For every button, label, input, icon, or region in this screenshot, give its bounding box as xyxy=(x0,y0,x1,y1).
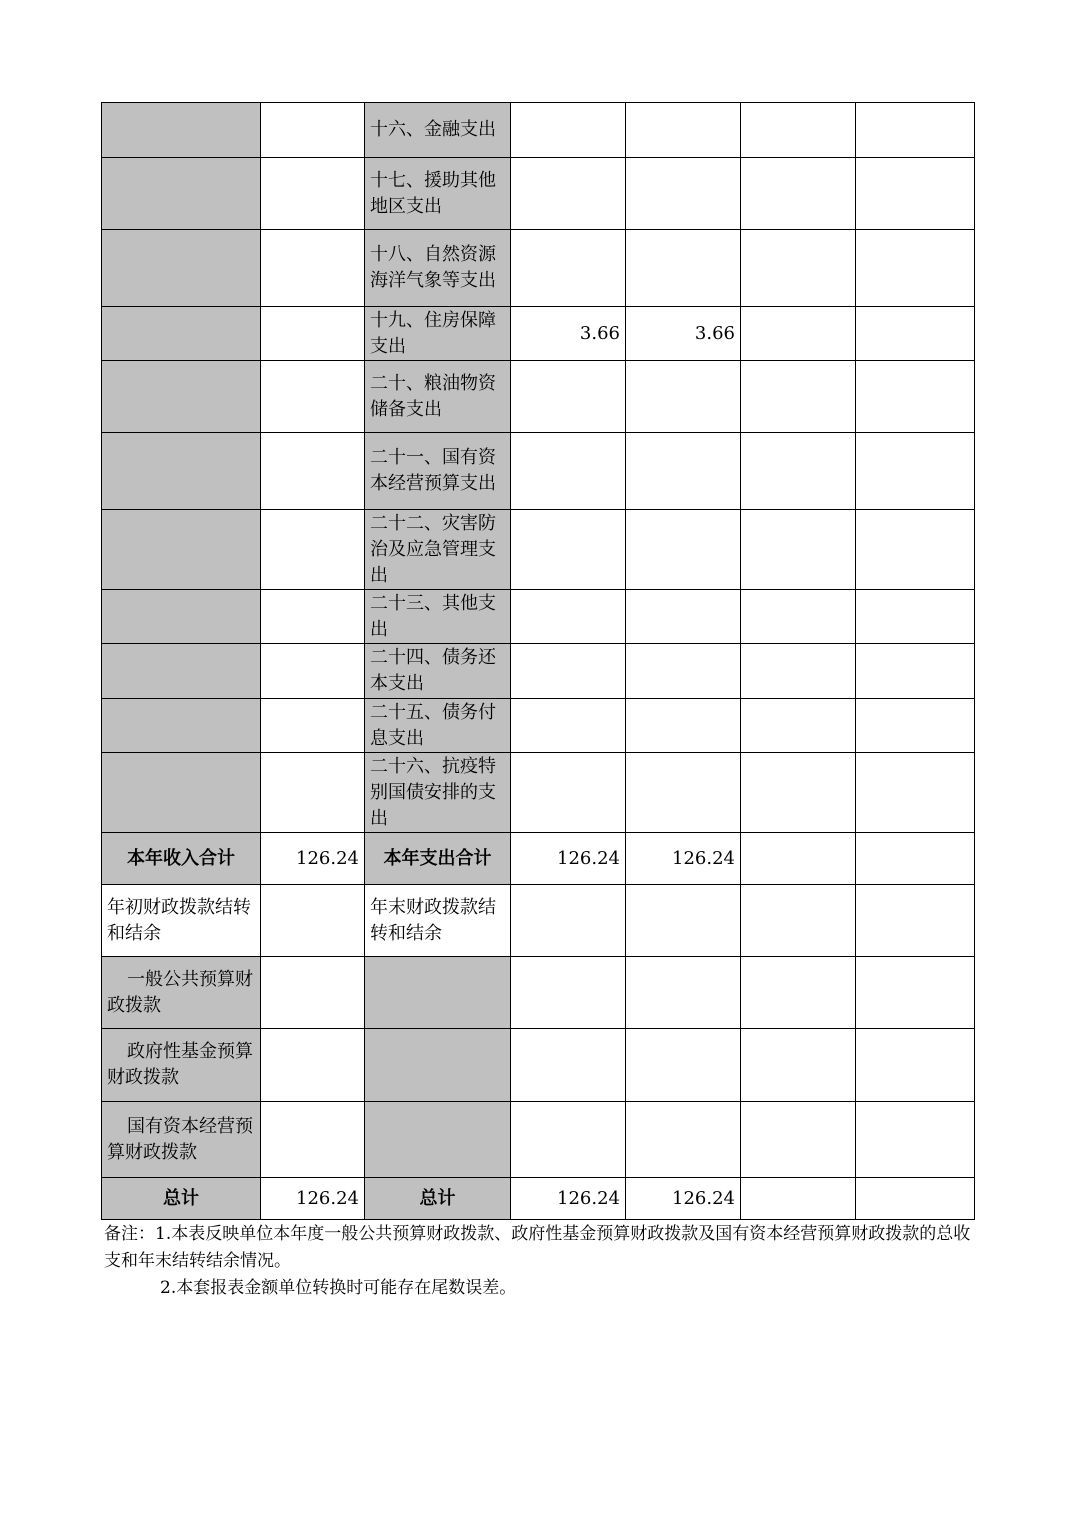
carry-sub-expense-cell xyxy=(365,957,511,1029)
carry-sub-row xyxy=(102,1102,975,1178)
general-budget-cell: 3.66 xyxy=(626,307,741,361)
carry-sub-expense-cell xyxy=(365,1102,511,1178)
carry-over-row xyxy=(102,885,975,957)
state-capital-cell xyxy=(856,230,975,307)
state-capital-cell xyxy=(856,158,975,230)
expense-item-label: 二十一、国有资本经营预算支出 xyxy=(365,433,511,510)
gov-fund-cell xyxy=(741,307,856,361)
general-budget-total-value: 126.24 xyxy=(626,1178,741,1220)
general-budget-cell xyxy=(626,103,741,158)
note-line-2: 2.本套报表金额单位转换时可能存在尾数误差。 xyxy=(160,1278,517,1298)
gov-fund-cell xyxy=(741,699,856,753)
income-item-cell xyxy=(102,510,261,590)
gov-fund-cell xyxy=(741,230,856,307)
expense-total-cell: 3.66 xyxy=(511,307,626,361)
expense-total-cell xyxy=(511,590,626,644)
year-total-row xyxy=(102,833,975,885)
carry-out-value xyxy=(511,885,626,957)
grand-total-row xyxy=(102,1178,975,1220)
gov-fund-cell xyxy=(741,158,856,230)
income-item-cell xyxy=(102,103,261,158)
state-capital-cell xyxy=(856,699,975,753)
table-row xyxy=(102,590,975,644)
carry-sub-value xyxy=(856,1029,975,1102)
gov-fund-cell xyxy=(741,361,856,433)
table-row xyxy=(102,307,975,361)
expense-item-label: 二十六、抗疫特别国债安排的支出 xyxy=(365,753,511,833)
general-budget-cell xyxy=(626,433,741,510)
income-amount-cell xyxy=(261,158,365,230)
expense-total-cell xyxy=(511,510,626,590)
state-capital-cell xyxy=(856,433,975,510)
expense-total-cell xyxy=(511,699,626,753)
general-budget-total-value: 126.24 xyxy=(626,833,741,885)
income-amount-cell xyxy=(261,644,365,699)
carry-sub-value xyxy=(741,1029,856,1102)
table-row xyxy=(102,433,975,510)
gov-fund-cell xyxy=(741,644,856,699)
expense-total-cell xyxy=(511,433,626,510)
carry-sub-value xyxy=(626,957,741,1029)
expense-total-cell xyxy=(511,230,626,307)
general-budget-cell xyxy=(626,753,741,833)
state-capital-total-value xyxy=(856,1178,975,1220)
general-budget-cell xyxy=(626,158,741,230)
carry-out-label: 年末财政拨款结转和结余 xyxy=(365,885,511,957)
gov-fund-total-value xyxy=(741,833,856,885)
table-row xyxy=(102,230,975,307)
carry-in-value xyxy=(261,885,365,957)
expense-item-label: 十九、住房保障支出 xyxy=(365,307,511,361)
carry-out-value xyxy=(626,885,741,957)
carry-sub-value xyxy=(856,957,975,1029)
carry-sub-value xyxy=(511,957,626,1029)
carry-sub-label: 一般公共预算财政拨款 xyxy=(102,957,261,1029)
general-budget-cell xyxy=(626,699,741,753)
income-amount-cell xyxy=(261,433,365,510)
general-budget-cell xyxy=(626,361,741,433)
income-amount-cell xyxy=(261,307,365,361)
income-total-value: 126.24 xyxy=(261,833,365,885)
expense-item-label: 二十三、其他支出 xyxy=(365,590,511,644)
expense-total-value: 126.24 xyxy=(511,1178,626,1220)
income-item-cell xyxy=(102,230,261,307)
expense-total-cell xyxy=(511,361,626,433)
table-row xyxy=(102,753,975,833)
gov-fund-cell xyxy=(741,753,856,833)
state-capital-cell xyxy=(856,307,975,361)
income-item-cell xyxy=(102,699,261,753)
expense-total-label: 总计 xyxy=(365,1178,511,1220)
expense-item-label: 十七、援助其他地区支出 xyxy=(365,158,511,230)
gov-fund-cell xyxy=(741,510,856,590)
carry-sub-value xyxy=(741,1102,856,1178)
fiscal-budget-table xyxy=(101,102,975,1220)
carry-out-value xyxy=(856,885,975,957)
expense-total-cell xyxy=(511,103,626,158)
income-total-label: 本年收入合计 xyxy=(102,833,261,885)
carry-out-value xyxy=(741,885,856,957)
state-capital-cell xyxy=(856,753,975,833)
carry-sub-value xyxy=(261,1102,365,1178)
income-item-cell xyxy=(102,433,261,510)
note-line-1: 备注：1.本表反映单位本年度一般公共预算财政拨款、政府性基金预算财政拨款及国有资本经营预算财政拨款的总收支和年末结转结余情况。 xyxy=(104,1224,971,1271)
expense-total-cell xyxy=(511,158,626,230)
carry-sub-value xyxy=(626,1029,741,1102)
gov-fund-cell xyxy=(741,103,856,158)
general-budget-cell xyxy=(626,644,741,699)
carry-sub-expense-cell xyxy=(365,1029,511,1102)
income-amount-cell xyxy=(261,590,365,644)
table-row xyxy=(102,361,975,433)
state-capital-cell xyxy=(856,510,975,590)
income-item-cell xyxy=(102,361,261,433)
expense-total-value: 126.24 xyxy=(511,833,626,885)
carry-sub-label: 政府性基金预算财政拨款 xyxy=(102,1029,261,1102)
carry-sub-value xyxy=(511,1102,626,1178)
expense-item-label: 十六、金融支出 xyxy=(365,103,511,158)
expense-total-cell xyxy=(511,644,626,699)
expense-item-label: 二十四、债务还本支出 xyxy=(365,644,511,699)
income-item-cell xyxy=(102,753,261,833)
state-capital-cell xyxy=(856,644,975,699)
table-row xyxy=(102,699,975,753)
table-row xyxy=(102,158,975,230)
state-capital-cell xyxy=(856,590,975,644)
income-amount-cell xyxy=(261,753,365,833)
state-capital-cell xyxy=(856,361,975,433)
income-item-cell xyxy=(102,158,261,230)
carry-sub-value xyxy=(511,1029,626,1102)
carry-sub-value xyxy=(856,1102,975,1178)
expense-total-label: 本年支出合计 xyxy=(365,833,511,885)
income-amount-cell xyxy=(261,361,365,433)
carry-in-label: 年初财政拨款结转和结余 xyxy=(102,885,261,957)
carry-sub-row xyxy=(102,1029,975,1102)
income-amount-cell xyxy=(261,230,365,307)
gov-fund-cell xyxy=(741,433,856,510)
income-total-label: 总计 xyxy=(102,1178,261,1220)
general-budget-cell xyxy=(626,590,741,644)
carry-sub-label: 国有资本经营预算财政拨款 xyxy=(102,1102,261,1178)
gov-fund-total-value xyxy=(741,1178,856,1220)
general-budget-cell xyxy=(626,510,741,590)
table-notes xyxy=(104,1221,976,1302)
income-amount-cell xyxy=(261,699,365,753)
carry-sub-value xyxy=(741,957,856,1029)
gov-fund-cell xyxy=(741,590,856,644)
table-row xyxy=(102,644,975,699)
income-total-value: 126.24 xyxy=(261,1178,365,1220)
state-capital-cell xyxy=(856,103,975,158)
income-item-cell xyxy=(102,307,261,361)
income-amount-cell xyxy=(261,103,365,158)
table-row xyxy=(102,103,975,158)
general-budget-cell xyxy=(626,230,741,307)
income-item-cell xyxy=(102,644,261,699)
carry-sub-value xyxy=(261,957,365,1029)
carry-sub-value xyxy=(626,1102,741,1178)
expense-item-label: 二十五、债务付息支出 xyxy=(365,699,511,753)
income-amount-cell xyxy=(261,510,365,590)
carry-sub-value xyxy=(261,1029,365,1102)
expense-item-label: 二十二、灾害防治及应急管理支出 xyxy=(365,510,511,590)
carry-sub-row xyxy=(102,957,975,1029)
expense-item-label: 十八、自然资源海洋气象等支出 xyxy=(365,230,511,307)
expense-total-cell xyxy=(511,753,626,833)
table-row xyxy=(102,510,975,590)
income-item-cell xyxy=(102,590,261,644)
state-capital-total-value xyxy=(856,833,975,885)
expense-item-label: 二十、粮油物资储备支出 xyxy=(365,361,511,433)
